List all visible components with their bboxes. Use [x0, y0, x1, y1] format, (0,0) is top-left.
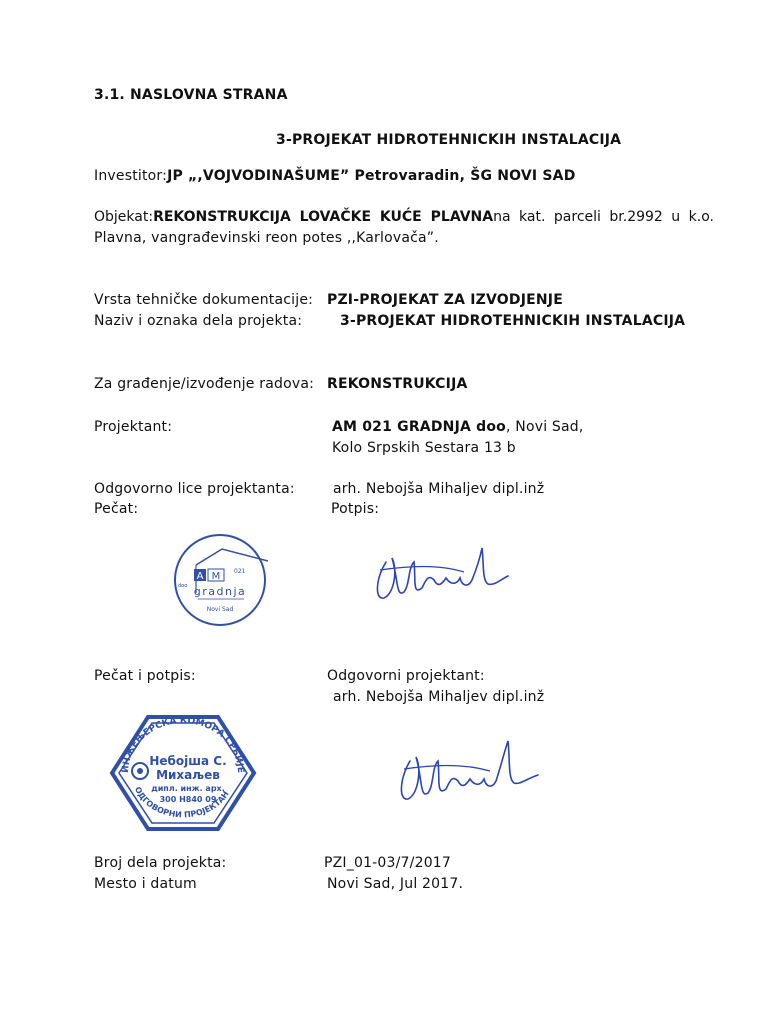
stamp2-license: 300 Н840 09	[159, 795, 217, 804]
investor-value: JP „,VOJVODINAŠUME” Petrovaradin, ŠG NOVI SAD	[167, 168, 576, 184]
stamp1-brand-a: A	[196, 571, 204, 582]
project-title: 3-PROJEKAT HIDROTEHNICKIH INSTALACIJA	[276, 132, 622, 148]
section-title: 3.1. NASLOVNA STRANA	[94, 87, 288, 103]
object-line1-rest: na kat. parceli br.2992 u k.o.	[493, 209, 714, 225]
designer-address: Kolo Srpskih Sestara 13 b	[332, 440, 516, 456]
engineering-chamber-stamp-icon	[105, 706, 258, 833]
object-line-1	[94, 209, 714, 225]
place-date-label: Mesto i datum	[94, 876, 197, 892]
stamp-signature-label: Pečat i potpis:	[94, 668, 196, 684]
investor-row	[94, 168, 576, 184]
stamp1-code: 021	[234, 568, 246, 575]
stamp1-word: gradnja	[193, 585, 247, 598]
stamp2-title: дипл. инж. арх.	[151, 784, 225, 793]
object-line-2: Plavna, vangrađevinski reon potes ,,Karlovača”.	[94, 230, 439, 246]
part-name-label: Naziv i oznaka dela projekta:	[94, 313, 303, 329]
investor-label: Investitor:	[94, 168, 168, 184]
part-number-value: PZI_01-03/7/2017	[324, 855, 452, 871]
designer-label: Projektant:	[94, 419, 173, 435]
part-number-label: Broj dela projekta:	[94, 855, 227, 871]
object-name: REKONSTRUKCIJA LOVAČKE KUĆE PLAVNA	[153, 209, 494, 225]
designer-city: , Novi Sad,	[505, 419, 584, 435]
stamp2-ring-text: ИНЖЕЊЕРСКА КОМОРА СРБИЈЕ	[120, 715, 246, 774]
signature-1-icon	[368, 540, 518, 610]
place-date-value: Novi Sad, Jul 2017.	[327, 876, 464, 892]
responsible-designer-value: arh. Nebojša Mihaljev dipl.inž	[333, 689, 545, 705]
part-name-value: 3-PROJEKAT HIDROTEHNICKIH INSTALACIJA	[340, 313, 686, 329]
object-label: Objekat:	[94, 209, 154, 225]
doc-type-label: Vrsta tehničke dokumentacije:	[94, 292, 314, 308]
signature-2-icon	[392, 735, 542, 815]
works-label: Za građenje/izvođenje radova:	[94, 376, 315, 392]
stamp1-small: doo	[178, 583, 188, 589]
responsible-value: arh. Nebojša Mihaljev dipl.inž	[333, 481, 545, 497]
stamp2-name-line1: Небојша С.	[149, 754, 227, 768]
designer-line-1	[332, 419, 584, 435]
stamp2-name-line2: Михаљев	[156, 768, 220, 782]
designer-name: AM 021 GRADNJA doo	[332, 419, 506, 435]
stamp-label: Pečat:	[94, 501, 139, 517]
doc-type-value: PZI-PROJEKAT ZA IZVODJENJE	[327, 292, 563, 308]
stamp2-bottom-text: ОДГОВОРНИ ПРОЈЕКТАНТ	[105, 706, 231, 820]
works-value: REKONSTRUKCIJA	[327, 376, 468, 392]
signature-label: Potpis:	[331, 501, 380, 517]
responsible-label: Odgovorno lice projektanta:	[94, 481, 295, 497]
stamp1-city: Novi Sad	[206, 606, 234, 613]
stamp1-brand-m: M	[211, 571, 221, 582]
responsible-designer-label: Odgovorni projektant:	[327, 668, 485, 684]
company-stamp-icon	[172, 535, 272, 635]
